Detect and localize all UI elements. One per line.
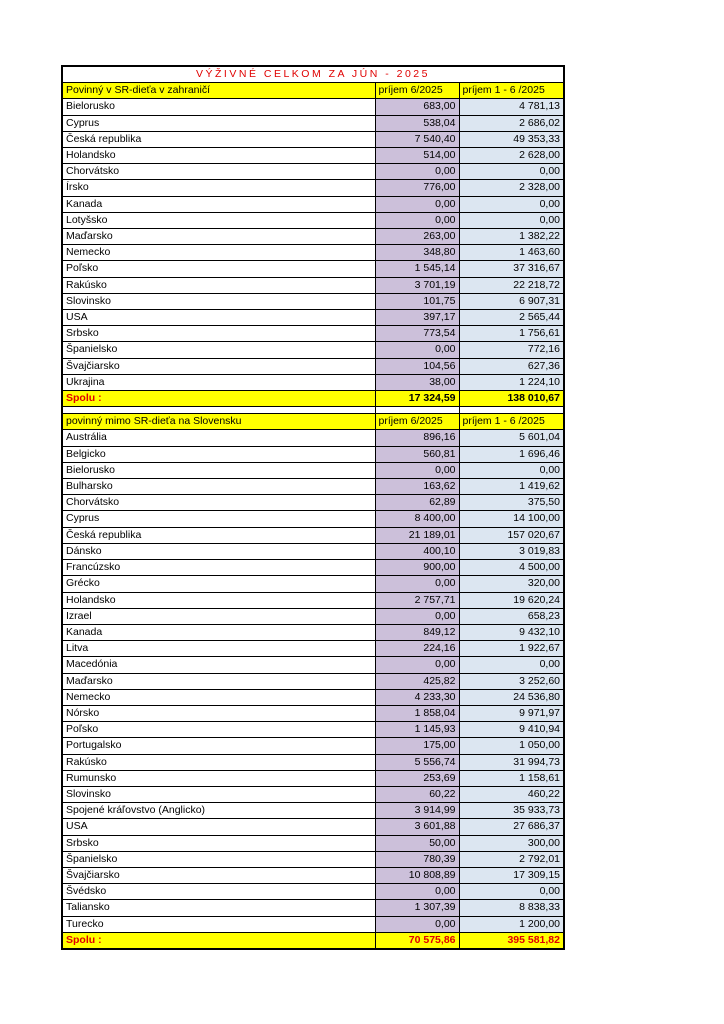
ytd-value: 658,23	[459, 608, 564, 624]
month-value: 224,16	[375, 641, 459, 657]
table-row	[62, 867, 564, 883]
table-row	[62, 495, 564, 511]
table-row	[62, 196, 564, 212]
country-name: Slovinsko	[62, 786, 375, 802]
ytd-value: 3 252,60	[459, 673, 564, 689]
ytd-value: 0,00	[459, 657, 564, 673]
country-name: Litva	[62, 641, 375, 657]
country-name: Chorvátsko	[62, 495, 375, 511]
table-row	[62, 803, 564, 819]
table-row	[62, 835, 564, 851]
month-value: 60,22	[375, 786, 459, 802]
ytd-value: 19 620,24	[459, 592, 564, 608]
table-row	[62, 754, 564, 770]
table-row	[62, 722, 564, 738]
table-row	[62, 511, 564, 527]
column-header-month: príjem 6/2025	[375, 83, 459, 99]
country-name: Rakúsko	[62, 277, 375, 293]
table-row	[62, 657, 564, 673]
month-value: 0,00	[375, 462, 459, 478]
table-row	[62, 851, 564, 867]
ytd-value: 2 628,00	[459, 148, 564, 164]
ytd-value: 5 601,04	[459, 430, 564, 446]
title-row	[62, 66, 564, 83]
total-label: Spolu :	[62, 391, 375, 407]
month-value: 0,00	[375, 657, 459, 673]
month-value: 1 145,93	[375, 722, 459, 738]
month-value: 1 545,14	[375, 261, 459, 277]
country-name: Srbsko	[62, 835, 375, 851]
table-row	[62, 462, 564, 478]
table-row	[62, 527, 564, 543]
ytd-value: 9 971,97	[459, 705, 564, 721]
table-row	[62, 342, 564, 358]
country-name: Srbsko	[62, 326, 375, 342]
spacer-cell	[459, 407, 564, 414]
month-value: 0,00	[375, 608, 459, 624]
table-row	[62, 131, 564, 147]
month-value: 62,89	[375, 495, 459, 511]
ytd-value: 320,00	[459, 576, 564, 592]
ytd-value: 24 536,80	[459, 689, 564, 705]
month-value: 0,00	[375, 916, 459, 932]
ytd-value: 460,22	[459, 786, 564, 802]
country-name: Spojené kráľovstvo (Anglicko)	[62, 803, 375, 819]
month-value: 3 701,19	[375, 277, 459, 293]
ytd-value: 27 686,37	[459, 819, 564, 835]
country-name: Chorvátsko	[62, 164, 375, 180]
country-name: Taliansko	[62, 900, 375, 916]
table-row	[62, 786, 564, 802]
total-month-value: 17 324,59	[375, 391, 459, 407]
table-row	[62, 212, 564, 228]
month-value: 560,81	[375, 446, 459, 462]
ytd-value: 1 696,46	[459, 446, 564, 462]
country-name: Holandsko	[62, 148, 375, 164]
ytd-value: 14 100,00	[459, 511, 564, 527]
month-value: 10 808,89	[375, 867, 459, 883]
month-value: 7 540,40	[375, 131, 459, 147]
ytd-value: 0,00	[459, 462, 564, 478]
month-value: 0,00	[375, 342, 459, 358]
month-value: 263,00	[375, 229, 459, 245]
month-value: 400,10	[375, 543, 459, 559]
country-name: Bulharsko	[62, 479, 375, 495]
country-name: Nemecko	[62, 689, 375, 705]
ytd-value: 2 792,01	[459, 851, 564, 867]
section-header-label: povinný mimo SR-dieťa na Slovensku	[62, 414, 375, 430]
ytd-value: 1 050,00	[459, 738, 564, 754]
column-header-ytd: príjem 1 - 6 /2025	[459, 414, 564, 430]
ytd-value: 37 316,67	[459, 261, 564, 277]
column-header-ytd: príjem 1 - 6 /2025	[459, 83, 564, 99]
country-name: Bielorusko	[62, 99, 375, 115]
country-name: USA	[62, 310, 375, 326]
country-name: Írsko	[62, 180, 375, 196]
total-month-value: 70 575,86	[375, 932, 459, 949]
table-row	[62, 689, 564, 705]
country-name: Rumunsko	[62, 770, 375, 786]
month-value: 0,00	[375, 212, 459, 228]
ytd-value: 9 410,94	[459, 722, 564, 738]
table-row	[62, 430, 564, 446]
month-value: 773,54	[375, 326, 459, 342]
country-name: Slovinsko	[62, 293, 375, 309]
spacer-row	[62, 407, 564, 414]
country-name: Česká republika	[62, 131, 375, 147]
ytd-value: 1 158,61	[459, 770, 564, 786]
ytd-value: 9 432,10	[459, 624, 564, 640]
table-row	[62, 115, 564, 131]
ytd-value: 17 309,15	[459, 867, 564, 883]
spacer-cell	[375, 407, 459, 414]
ytd-value: 2 686,02	[459, 115, 564, 131]
table-row	[62, 543, 564, 559]
country-name: Česká republika	[62, 527, 375, 543]
table-row	[62, 900, 564, 916]
country-name: Belgicko	[62, 446, 375, 462]
country-name: Austrália	[62, 430, 375, 446]
country-name: Kanada	[62, 624, 375, 640]
table-row	[62, 148, 564, 164]
country-name: Švajčiarsko	[62, 867, 375, 883]
country-name: Izrael	[62, 608, 375, 624]
country-name: Francúzsko	[62, 560, 375, 576]
ytd-value: 1 756,61	[459, 326, 564, 342]
country-name: Holandsko	[62, 592, 375, 608]
table-row	[62, 608, 564, 624]
month-value: 50,00	[375, 835, 459, 851]
table-row	[62, 326, 564, 342]
month-value: 1 858,04	[375, 705, 459, 721]
ytd-value: 4 500,00	[459, 560, 564, 576]
country-name: Maďarsko	[62, 229, 375, 245]
table-row	[62, 277, 564, 293]
page-title: VÝŽIVNÉ CELKOM ZA JÚN - 2025	[62, 66, 564, 83]
country-name: Nórsko	[62, 705, 375, 721]
month-value: 21 189,01	[375, 527, 459, 543]
alimony-table	[61, 65, 565, 950]
month-value: 253,69	[375, 770, 459, 786]
ytd-value: 1 463,60	[459, 245, 564, 261]
country-name: Ukrajina	[62, 374, 375, 390]
ytd-value: 300,00	[459, 835, 564, 851]
month-value: 5 556,74	[375, 754, 459, 770]
month-value: 0,00	[375, 164, 459, 180]
month-value: 0,00	[375, 576, 459, 592]
ytd-value: 1 224,10	[459, 374, 564, 390]
ytd-value: 49 353,33	[459, 131, 564, 147]
month-value: 2 757,71	[375, 592, 459, 608]
month-value: 8 400,00	[375, 511, 459, 527]
country-name: Poľsko	[62, 261, 375, 277]
country-name: Maďarsko	[62, 673, 375, 689]
country-name: Lotyšsko	[62, 212, 375, 228]
ytd-value: 772,16	[459, 342, 564, 358]
month-value: 849,12	[375, 624, 459, 640]
country-name: Cyprus	[62, 511, 375, 527]
total-ytd-value: 395 581,82	[459, 932, 564, 949]
table-row	[62, 310, 564, 326]
ytd-value: 1 382,22	[459, 229, 564, 245]
country-name: Kanada	[62, 196, 375, 212]
table-row	[62, 229, 564, 245]
ytd-value: 8 838,33	[459, 900, 564, 916]
ytd-value: 2 565,44	[459, 310, 564, 326]
ytd-value: 22 218,72	[459, 277, 564, 293]
table-row	[62, 673, 564, 689]
ytd-value: 0,00	[459, 884, 564, 900]
table-row	[62, 358, 564, 374]
month-value: 4 233,30	[375, 689, 459, 705]
country-name: Španielsko	[62, 851, 375, 867]
ytd-value: 0,00	[459, 212, 564, 228]
country-name: Rakúsko	[62, 754, 375, 770]
ytd-value: 1 419,62	[459, 479, 564, 495]
total-label: Spolu :	[62, 932, 375, 949]
table-row	[62, 479, 564, 495]
column-header-month: príjem 6/2025	[375, 414, 459, 430]
ytd-value: 35 933,73	[459, 803, 564, 819]
ytd-value: 4 781,13	[459, 99, 564, 115]
ytd-value: 2 328,00	[459, 180, 564, 196]
month-value: 900,00	[375, 560, 459, 576]
ytd-value: 3 019,83	[459, 543, 564, 559]
table-row	[62, 819, 564, 835]
section1-header-row	[62, 83, 564, 99]
section2-total-row	[62, 932, 564, 949]
alimony-sheet	[61, 65, 563, 950]
ytd-value: 627,36	[459, 358, 564, 374]
section2-header-row	[62, 414, 564, 430]
table-row	[62, 560, 564, 576]
month-value: 514,00	[375, 148, 459, 164]
table-row	[62, 261, 564, 277]
table-row	[62, 374, 564, 390]
table-row	[62, 705, 564, 721]
table-row	[62, 592, 564, 608]
table-row	[62, 884, 564, 900]
table-row	[62, 738, 564, 754]
country-name: Švédsko	[62, 884, 375, 900]
table-row	[62, 576, 564, 592]
country-name: Turecko	[62, 916, 375, 932]
table-row	[62, 293, 564, 309]
country-name: Poľsko	[62, 722, 375, 738]
total-ytd-value: 138 010,67	[459, 391, 564, 407]
month-value: 538,04	[375, 115, 459, 131]
month-value: 348,80	[375, 245, 459, 261]
month-value: 1 307,39	[375, 900, 459, 916]
month-value: 3 914,99	[375, 803, 459, 819]
table-row	[62, 99, 564, 115]
month-value: 175,00	[375, 738, 459, 754]
country-name: Cyprus	[62, 115, 375, 131]
country-name: USA	[62, 819, 375, 835]
section1-total-row	[62, 391, 564, 407]
ytd-value: 1 200,00	[459, 916, 564, 932]
table-row	[62, 164, 564, 180]
country-name: Portugalsko	[62, 738, 375, 754]
month-value: 163,62	[375, 479, 459, 495]
month-value: 425,82	[375, 673, 459, 689]
section-header-label: Povinný v SR-dieťa v zahraničí	[62, 83, 375, 99]
table-row	[62, 245, 564, 261]
month-value: 683,00	[375, 99, 459, 115]
country-name: Španielsko	[62, 342, 375, 358]
ytd-value: 31 994,73	[459, 754, 564, 770]
month-value: 104,56	[375, 358, 459, 374]
table-row	[62, 624, 564, 640]
table-row	[62, 180, 564, 196]
country-name: Macedónia	[62, 657, 375, 673]
table-row	[62, 446, 564, 462]
table-row	[62, 770, 564, 786]
spacer-cell	[62, 407, 375, 414]
ytd-value: 0,00	[459, 196, 564, 212]
ytd-value: 6 907,31	[459, 293, 564, 309]
month-value: 896,16	[375, 430, 459, 446]
country-name: Bielorusko	[62, 462, 375, 478]
country-name: Grécko	[62, 576, 375, 592]
month-value: 101,75	[375, 293, 459, 309]
ytd-value: 1 922,67	[459, 641, 564, 657]
ytd-value: 0,00	[459, 164, 564, 180]
table-row	[62, 916, 564, 932]
ytd-value: 375,50	[459, 495, 564, 511]
month-value: 397,17	[375, 310, 459, 326]
month-value: 38,00	[375, 374, 459, 390]
country-name: Nemecko	[62, 245, 375, 261]
month-value: 0,00	[375, 884, 459, 900]
ytd-value: 157 020,67	[459, 527, 564, 543]
month-value: 0,00	[375, 196, 459, 212]
table-row	[62, 641, 564, 657]
month-value: 780,39	[375, 851, 459, 867]
month-value: 776,00	[375, 180, 459, 196]
country-name: Dánsko	[62, 543, 375, 559]
month-value: 3 601,88	[375, 819, 459, 835]
country-name: Švajčiarsko	[62, 358, 375, 374]
